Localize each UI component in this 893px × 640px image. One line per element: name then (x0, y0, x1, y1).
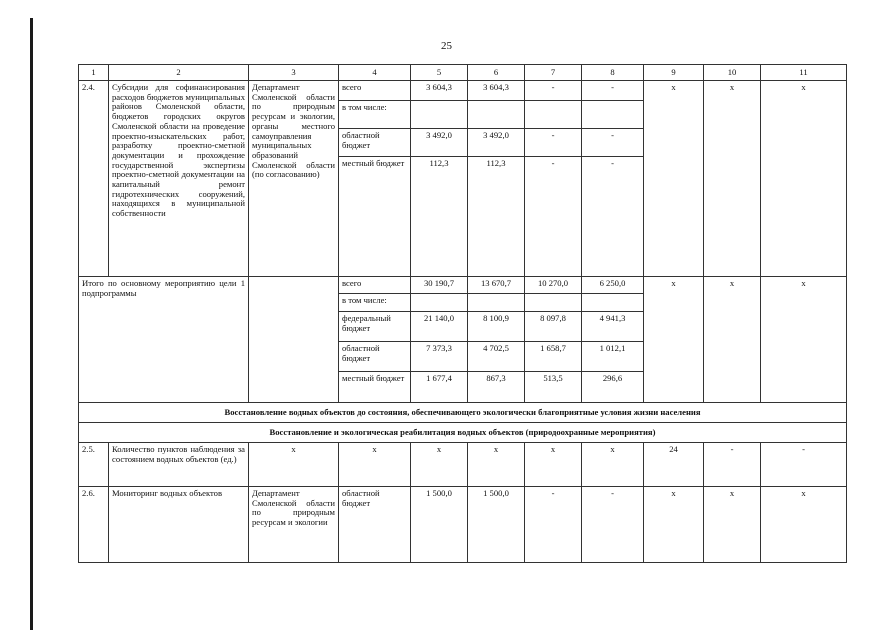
section-heading: Восстановление и экологическая реабилитация водных объектов (природоохранные мероприятия) (79, 423, 847, 443)
page-edge-bar (30, 18, 33, 630)
budget-table (78, 64, 847, 563)
value-cell: 8 100,9 (468, 312, 525, 342)
value-cell: 30 190,7 (411, 277, 468, 294)
funding-source: областной бюджет (339, 129, 411, 157)
value-cell: х (582, 443, 644, 487)
funding-source: местный бюджет (339, 372, 411, 403)
value-cell: 10 270,0 (525, 277, 582, 294)
value-cell: - (704, 443, 761, 487)
value-cell (468, 294, 525, 312)
value-cell: 1 658,7 (525, 342, 582, 372)
header-cell: 9 (644, 65, 704, 81)
value-cell: - (525, 81, 582, 101)
value-cell (468, 101, 525, 129)
section-row (79, 423, 847, 443)
value-cell: 112,3 (468, 157, 525, 277)
value-cell: - (525, 487, 582, 563)
funding-source: всего (339, 277, 411, 294)
value-cell: 296,6 (582, 372, 644, 403)
table-row (79, 81, 847, 101)
value-cell: 1 500,0 (411, 487, 468, 563)
funding-source: местный бюджет (339, 157, 411, 277)
value-cell: х (761, 487, 847, 563)
header-cell: 6 (468, 65, 525, 81)
value-cell (582, 101, 644, 129)
value-cell: 24 (644, 443, 704, 487)
header-cell: 1 (79, 65, 109, 81)
header-cell: 3 (249, 65, 339, 81)
value-cell: х (704, 81, 761, 277)
value-cell: 4 941,3 (582, 312, 644, 342)
header-cell: 5 (411, 65, 468, 81)
row-number: 2.6. (79, 487, 109, 563)
value-cell: - (525, 129, 582, 157)
funding-source: областной бюджет (339, 487, 411, 563)
total-label: Итого по основному мероприятию цели 1 подпрограммы (79, 277, 249, 403)
value-cell: - (582, 157, 644, 277)
section-heading: Восстановление водных объектов до состояния, обеспечивающего экологически благоприятные условия жизни населения (79, 403, 847, 423)
value-cell: 13 670,7 (468, 277, 525, 294)
funding-source: в том числе: (339, 294, 411, 312)
value-cell (525, 294, 582, 312)
value-cell: 1 012,1 (582, 342, 644, 372)
value-cell: х (339, 443, 411, 487)
row-number: 2.5. (79, 443, 109, 487)
value-cell: 1 677,4 (411, 372, 468, 403)
value-cell: 513,5 (525, 372, 582, 403)
header-cell: 7 (525, 65, 582, 81)
table-row (79, 487, 847, 563)
value-cell: - (582, 81, 644, 101)
value-cell: 3 492,0 (411, 129, 468, 157)
funding-source: всего (339, 81, 411, 101)
value-cell (411, 101, 468, 129)
value-cell: х (644, 81, 704, 277)
funding-source: областной бюджет (339, 342, 411, 372)
value-cell: 3 604,3 (468, 81, 525, 101)
value-cell: 3 604,3 (411, 81, 468, 101)
executor: Департамент Смоленской области по природным ресурсам и экологии (249, 487, 339, 563)
value-cell: - (582, 487, 644, 563)
value-cell: - (525, 157, 582, 277)
value-cell: х (468, 443, 525, 487)
header-cell: 2 (109, 65, 249, 81)
value-cell: х (249, 443, 339, 487)
row-number: 2.4. (79, 81, 109, 277)
header-row (79, 65, 847, 81)
value-cell: 4 702,5 (468, 342, 525, 372)
value-cell: - (582, 129, 644, 157)
value-cell: х (704, 277, 761, 403)
header-cell: 10 (704, 65, 761, 81)
value-cell: х (761, 81, 847, 277)
value-cell: 867,3 (468, 372, 525, 403)
value-cell (411, 294, 468, 312)
value-cell: х (644, 277, 704, 403)
value-cell: 7 373,3 (411, 342, 468, 372)
value-cell: 3 492,0 (468, 129, 525, 157)
table-row (79, 443, 847, 487)
executor: Департамент Смоленской области по природным ресурсам и экологии, органы местного самоуправления муниципальных образований Смоленской области (по согласованию) (249, 81, 339, 277)
value-cell: 1 500,0 (468, 487, 525, 563)
value-cell: 21 140,0 (411, 312, 468, 342)
value-cell (582, 294, 644, 312)
value-cell: 6 250,0 (582, 277, 644, 294)
table-row (79, 277, 847, 294)
value-cell: х (704, 487, 761, 563)
section-row (79, 403, 847, 423)
value-cell: х (761, 277, 847, 403)
value-cell: х (525, 443, 582, 487)
value-cell: - (761, 443, 847, 487)
header-cell: 4 (339, 65, 411, 81)
measure-name: Количество пунктов наблюдения за состоянием водных объектов (ед.) (109, 443, 249, 487)
value-cell: х (644, 487, 704, 563)
executor (249, 277, 339, 403)
measure-name: Субсидии для софинансирования расходов бюджетов муниципальных районов Смоленской области, бюджетов городских округов Смоленской области на проведение проектно-изыскательских работ, разработку проектно-сметной документации и прохождение государственной экспертизы проектно-сметной документации на капитальный ремонт гидротехнических сооружений, находящихся в муниципальной собственности (109, 81, 249, 277)
value-cell: 8 097,8 (525, 312, 582, 342)
measure-name: Мониторинг водных объектов (109, 487, 249, 563)
page-number: 25 (441, 40, 452, 52)
value-cell (525, 101, 582, 129)
value-cell: 112,3 (411, 157, 468, 277)
funding-source: федеральный бюджет (339, 312, 411, 342)
funding-source: в том числе: (339, 101, 411, 129)
value-cell: х (411, 443, 468, 487)
header-cell: 8 (582, 65, 644, 81)
header-cell: 11 (761, 65, 847, 81)
